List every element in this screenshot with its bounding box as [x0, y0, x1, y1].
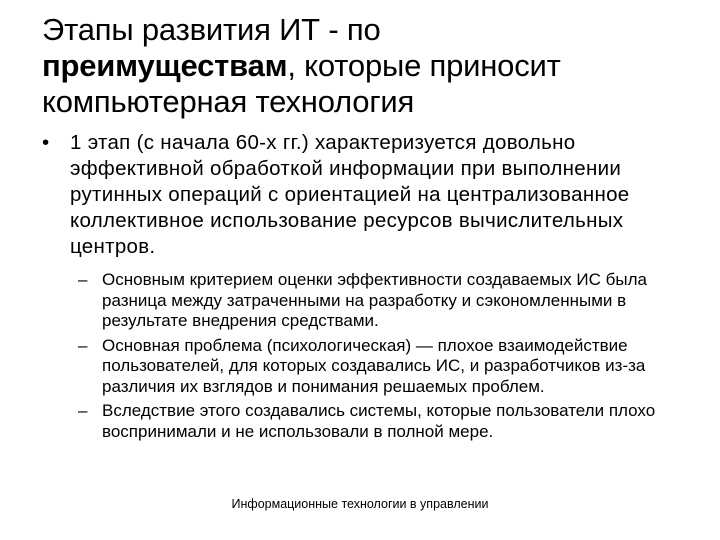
bullet-text: 1 этап (с начала 60-х гг.) характеризуется довольно эффективной обработкой информации при выполнении рутинных операций с ориентацией на централизованное коллективное использование ресурсов вычислительных центров.: [70, 131, 630, 258]
title-line-1: Этапы развития ИТ - по: [42, 12, 381, 47]
dash-icon: –: [78, 270, 88, 289]
sub-item: [42, 270, 682, 332]
title-line-2-rest: , которые приносит: [287, 48, 561, 83]
title-bold-word: преимуществам: [42, 48, 288, 83]
bullet-item: [42, 130, 682, 260]
bullet-icon: •: [42, 131, 50, 154]
sub-item: [42, 401, 682, 442]
dash-icon: –: [78, 335, 88, 355]
slide-footer: Информационные технологии в управлении: [231, 497, 489, 511]
sub-item-text: Основная проблема (психологическая) — плохое взаимодействие пользователей, для которых создавались ИС, и разработчиков из-за различия их взглядов и понимания решаемых проблем.: [102, 335, 646, 396]
slide-body: [42, 130, 682, 442]
slide-title: [42, 12, 692, 120]
sub-item-text: Основным критерием оценки эффективности создаваемых ИС была разница между затраченными на разработку и сэкономленными в результате внедрения средствами.: [102, 270, 647, 330]
sub-item: [42, 336, 682, 398]
sub-item-text: Вследствие этого создавались системы, которые пользователи плохо воспринимали и не использовали в полной мере.: [102, 401, 656, 441]
dash-icon: –: [78, 401, 88, 420]
title-line-3: компьютерная технология: [42, 84, 415, 119]
